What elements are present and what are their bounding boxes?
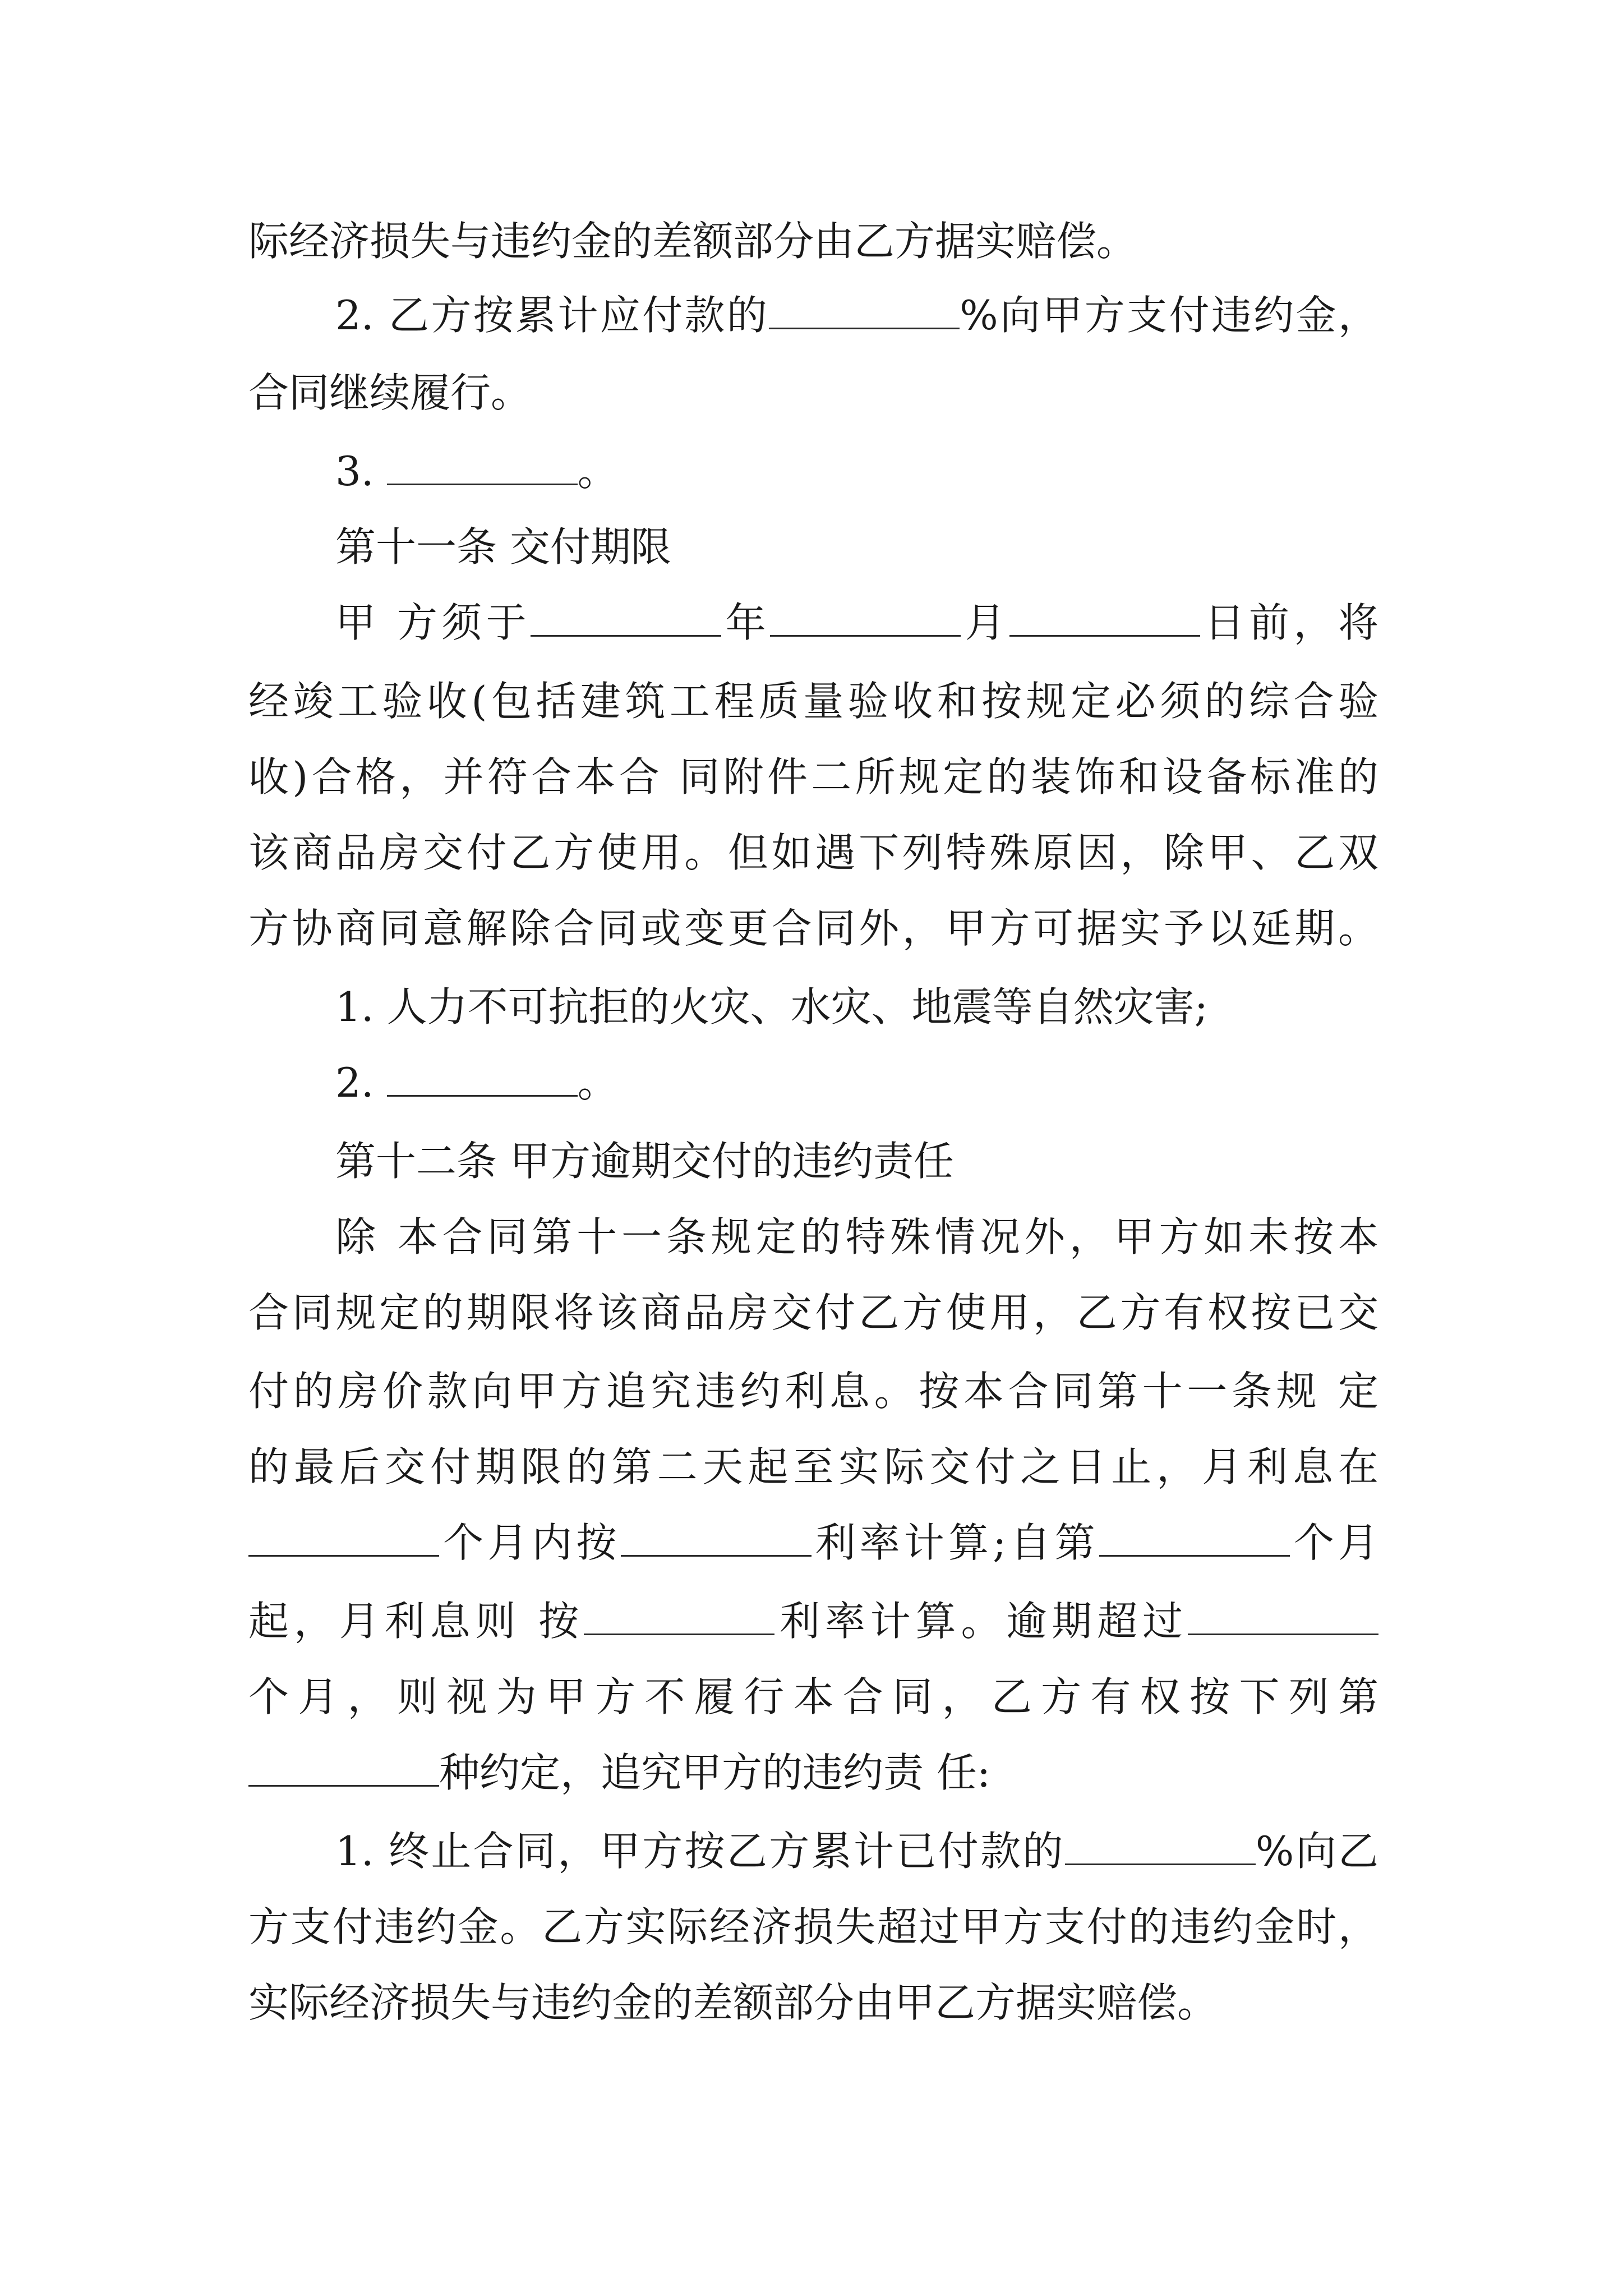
fill-blank[interactable] [248, 1747, 439, 1787]
text-line: 合同继续履行。 [248, 369, 532, 416]
fill-blank[interactable] [1188, 1595, 1378, 1635]
fill-blank[interactable] [1065, 1825, 1256, 1865]
fill-blank[interactable] [584, 1595, 774, 1635]
fill-blank[interactable] [621, 1517, 811, 1557]
fill-blank[interactable] [769, 289, 960, 329]
text-line: 方协商同意解除合同或变更合同外，甲方可据实予以延期。 [248, 905, 1378, 952]
text-line: 方支付违约金。乙方实际经济损失超过甲方支付的违约金时， [248, 1903, 1378, 1950]
text-line: 种约定，追究甲方的违约责 任: [248, 1739, 1090, 1806]
fill-blank[interactable] [770, 597, 961, 637]
text-line: 收)合格，并符合本合 同附件二所规定的装饰和设备标准的 [248, 753, 1378, 800]
text-line: 起，月利息则 按 利率计算。逾期超过 [248, 1588, 1378, 1655]
text-line: 除 本合同第十一条规定的特殊情况外，甲方如未按本 [335, 1213, 1378, 1260]
section-heading: 第十一条 交付期限 [335, 523, 671, 570]
text-line: 的最后交付期限的第二天起至实际交付之日止，月利息在 [248, 1443, 1378, 1490]
fill-blank[interactable] [387, 1057, 578, 1097]
text-line: 1. 人力不可抗拒的火灾、水灾、地震等自然灾害; [335, 983, 1208, 1030]
text-line: 经竣工验收(包括建筑工程质量验收和按规定必须的综合验 [248, 678, 1378, 725]
text-line: 个月内按 利率计算;自第 个月 [248, 1509, 1378, 1576]
text-line: 实际经济损失与违约金的差额部分由甲乙方据实赔偿。 [248, 1979, 1218, 2026]
text-line: 甲 方须于 年 月 日前，将 [335, 589, 1378, 656]
text-line: 3. 。 [335, 438, 672, 505]
text-line: 1. 终止合同，甲方按乙方累计已付款的 %向乙 [335, 1818, 1378, 1885]
text-line: 合同规定的期限将该商品房交付乙方使用，乙方有权按已交 [248, 1289, 1378, 1336]
fill-blank[interactable] [248, 1517, 439, 1557]
text-line: 付的房价款向甲方追究违约利息。按本合同第十一条规 定 [248, 1368, 1378, 1415]
fill-blank[interactable] [1099, 1517, 1290, 1557]
text-line: 2. 。 [335, 1049, 672, 1116]
fill-blank[interactable] [387, 445, 578, 485]
text-line: 际经济损失与违约金的差额部分由乙方据实赔偿。 [248, 218, 1137, 265]
fill-blank[interactable] [531, 597, 721, 637]
fill-blank[interactable] [1009, 597, 1200, 637]
text-line: 2. 乙方按累计应付款的 %向甲方支付违约金， [335, 282, 1378, 349]
text-line: 个月，则视为甲方不履行本合同，乙方有权按下列第 [248, 1673, 1378, 1720]
section-heading: 第十二条 甲方逾期交付的违约责任 [335, 1138, 954, 1185]
text-line: 该商品房交付乙方使用。但如遇下列特殊原因，除甲、乙双 [248, 829, 1378, 876]
